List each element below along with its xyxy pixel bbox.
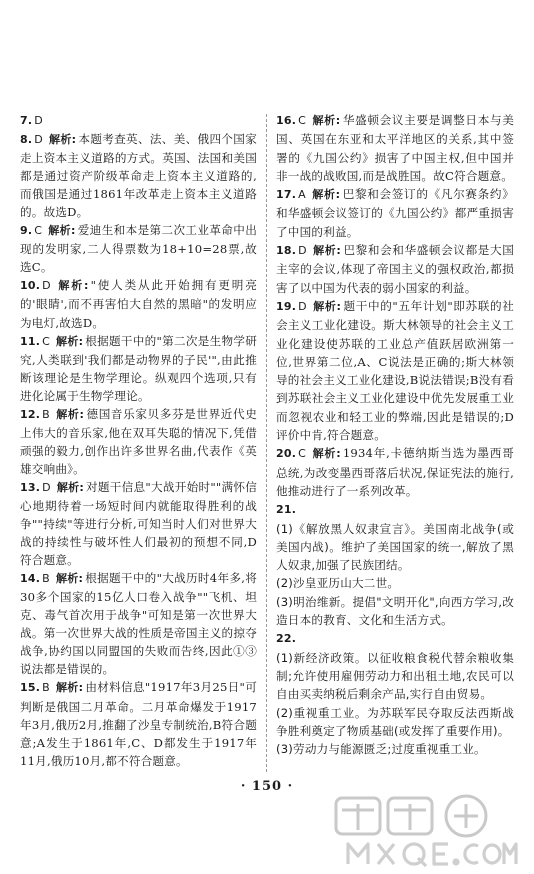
question-number: 11.	[20, 334, 41, 348]
watermark-logo	[326, 792, 526, 872]
explanation-text: 题干中的"五年计划"即苏联的社会主义工业化建设。斯大林领导的社会主义工业化建设使苏联的工业总产值跃居欧洲第一位,世界第二位,A、C说法是正确的;斯大林领导的社会主义工业化建设,B说法错误;B没有看到苏联社会主义工业化建设中优先发展重工业而忽视农业和轻工业的弊端,因此是错误的;D评价中肯,符合题意。	[276, 298, 514, 443]
question-number: 7.	[20, 114, 33, 127]
answer-letter: D	[42, 480, 51, 494]
explanation-text: 由材料信息"1917年3月25日"可判断是俄国二月革命。二月革命爆发于1917年3月,俄历2月,推翻了沙皇专制统治,B符合题意;A发生于1861年,C、D都发生于1917年11月,俄历10月,都不符合题意。	[20, 680, 257, 768]
right-column	[276, 111, 514, 758]
explanation-label: 解析:	[312, 299, 342, 313]
explanation-text: 本题考查英、法、美、俄四个国家走上资本主义道路的方式。英国、法国和美国都是通过资产阶级革命走上资本主义道路的,而俄国是通过1861年改革走上资本主义道路的。故选D。	[20, 132, 257, 220]
answer-letter: A	[298, 188, 306, 202]
answer-item	[276, 297, 514, 444]
question-number: 10.	[20, 279, 41, 293]
answer-item	[276, 185, 514, 241]
explanation-label: 解析:	[55, 681, 84, 695]
explanation-text: 根据题干中的"大战历时4年多,将30多个国家的15亿人口卷入战争""飞机、坦克、毒气首次用于战争"可知是第一次世界大战。第一次世界大战的性质是帝国主义的掠夺战争,协约国以同盟国的失败而告终,因此①③说法都是错误的。	[20, 571, 257, 677]
question-number: 17.	[276, 188, 297, 202]
answer-letter: B	[42, 407, 50, 421]
question-number: 20.	[276, 447, 297, 461]
explanation-label: 解析:	[55, 572, 84, 586]
answer-letter: C	[298, 447, 306, 461]
explanation-text: 巴黎和会和华盛顿会议都是大国主宰的会议,体现了帝国主义的强权政治,都损害了以中国为代表的弱小国家的利益。	[276, 243, 514, 295]
answer-item	[20, 478, 257, 569]
column-divider	[266, 114, 267, 772]
answer-item	[20, 130, 257, 221]
explanation-text: 1934年,卡德纳斯当选为墨西哥总统,为改变墨西哥落后状况,保证宪法的施行,他推动进行了一系列改革。	[276, 446, 514, 498]
explanation-text: 巴黎和会签订的《凡尔赛条约》和华盛顿会议签订的《九国公约》都严重损害了中国的利益。	[276, 187, 514, 239]
answer-letter: D	[42, 279, 51, 293]
explanation-text: 根据题干中的"第二次是生物学研究,人类联到'我们都是动物界的子民'",由此推断该理论是生物学理论。纵观四个选项,只有进化论属于生物学理论。	[20, 333, 257, 403]
question-number: 22.	[276, 632, 297, 646]
sub-answer: (3)劳动力与能源匮乏;过度重视重工业。	[276, 742, 486, 757]
sub-answer: (2)沙皇亚历山大二世。	[276, 576, 400, 591]
sub-answer: (1)《解放黑人奴隶宣言》。美国南北战争(或美国内战)。维护了美国国家的统一,解放了黑人奴隶,加强了民族团结。	[276, 521, 514, 573]
explanation-text: 华盛顿会议主要是调整日本与美国、英国在东亚和太平洋地区的关系,其中签署的《九国公约》损害了中国主权,但中国并非一战的战败国,而是战胜国。故C符合题意。	[276, 113, 515, 183]
sub-answer: (1)新经济政策。以征收粮食税代替余粮收集制;允许使用雇佣劳动力和出租土地,农民可以自由买卖纳税后剩余产品,实行自由贸易。	[276, 650, 514, 702]
answer-letter: D	[298, 244, 307, 258]
question-number: 15.	[20, 681, 41, 695]
answer-letter: D	[34, 133, 43, 147]
explanation-text: 对题干信息"大战开始时""满怀信心地期待着一场短时间内就能取得胜利的战争""持续"等进行分析,可知当时人们对世界大战的持续性与破坏性人们最初的预想不同,D符合题意。	[20, 479, 257, 568]
answer-letter: B	[42, 681, 50, 695]
question-number: 12.	[20, 407, 41, 421]
answer-item	[20, 276, 257, 331]
answer-letter: D	[298, 299, 307, 313]
answer-item	[276, 444, 514, 500]
explanation-label: 解析:	[311, 447, 341, 461]
answer-item	[20, 678, 257, 769]
answer-item	[276, 629, 514, 758]
answer-letter: C	[298, 114, 306, 127]
explanation-label: 解析:	[312, 244, 342, 258]
answer-item	[276, 111, 514, 185]
answer-letter: B	[42, 572, 50, 586]
watermark	[326, 792, 526, 872]
explanation-label: 解析:	[55, 334, 84, 348]
explanation-text: 德国音乐家贝多芬是世界近代史上伟大的音乐家,他在双耳失聪的情况下,凭借顽强的毅力,创作出许多世界名曲,代表作《英雄交响曲》。	[20, 406, 257, 476]
question-number: 19.	[276, 299, 297, 313]
answer-letter: C	[42, 334, 50, 348]
explanation-text: "使人类从此开始拥有更明亮的'眼睛',而不再害怕大自然的黑暗"的发明应为电灯,故选D。	[20, 278, 258, 330]
question-number: 14.	[20, 572, 41, 586]
answer-item	[20, 111, 257, 130]
answer-item	[276, 241, 514, 297]
explanation-label: 解析:	[56, 279, 89, 293]
sub-answer: (2)重视重工业。为苏联军民夺取反法西斯战争胜利奠定了物质基础(或发挥了重要作用)。	[276, 705, 514, 738]
answer-item	[276, 500, 514, 629]
left-column	[20, 111, 257, 770]
page-number: · 150 ·	[240, 779, 294, 794]
sub-answer: (3)明治维新。提倡"文明开化",向西方学习,改造日本的教育、文化和生活方式。	[276, 594, 514, 628]
answer-item	[20, 332, 257, 405]
explanation-label: 解析:	[48, 224, 76, 238]
question-number: 21.	[276, 503, 297, 517]
question-number: 9.	[20, 224, 33, 238]
explanation-label: 解析:	[56, 480, 84, 494]
question-number: 13.	[20, 480, 41, 494]
explanation-text: 爱迪生和本是第二次工业革命中出现的发明家,二人得票数为18+10=28票,故选C。	[20, 223, 257, 275]
explanation-label: 解析:	[55, 407, 85, 421]
answer-item	[20, 405, 257, 478]
explanation-label: 解析:	[311, 188, 341, 202]
question-number: 18.	[276, 244, 297, 258]
question-number: 16.	[276, 114, 297, 127]
explanation-label: 解析:	[311, 114, 341, 127]
answer-letter: D	[34, 114, 43, 127]
answer-item	[20, 569, 257, 678]
answer-item	[20, 221, 257, 276]
explanation-label: 解析:	[48, 133, 77, 147]
question-number: 8.	[20, 133, 33, 147]
answer-letter: C	[34, 224, 43, 238]
